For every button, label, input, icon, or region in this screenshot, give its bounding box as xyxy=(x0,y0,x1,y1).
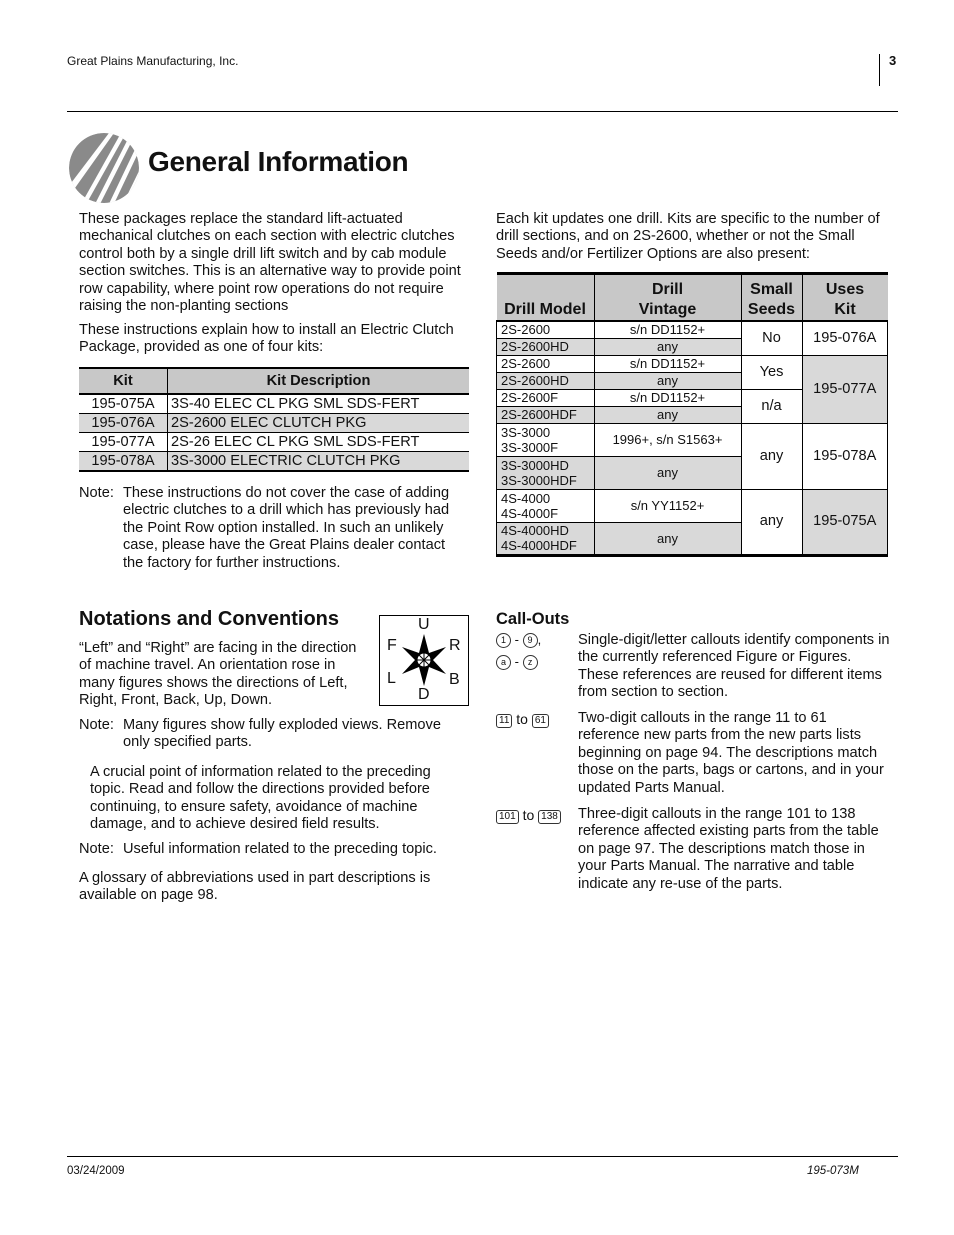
notations-heading: Notations and Conventions xyxy=(79,608,339,630)
note-useful-information xyxy=(79,841,469,859)
kit-description: 2S-2600 ELEC CLUTCH PKG xyxy=(168,414,470,433)
drill-model: 3S-3000 3S-3000F xyxy=(497,423,595,456)
callout-symbol: 11 xyxy=(496,714,512,728)
callout-symbol: 1 xyxy=(496,633,511,648)
small-seeds: n/a xyxy=(741,389,802,423)
callout-symbol: 9 xyxy=(523,633,538,648)
kit-number: 195-075A xyxy=(79,394,168,414)
drill-vintage: 1996+, s/n S1563+ xyxy=(594,423,741,456)
orientation-rose xyxy=(379,615,469,706)
kit-description: 3S-40 ELEC CL PKG SML SDS-FERT xyxy=(168,394,470,414)
kit-column-header: Kit xyxy=(79,368,168,394)
small-seeds: Yes xyxy=(741,355,802,389)
crucial-information-paragraph: A crucial point of information related to the preceding topic. Read and follow the directions provided before continuing, to ensure safety, avoidance of machine damage, and to achieve desired field results. xyxy=(90,764,431,833)
callout-symbol: z xyxy=(523,655,538,670)
drill-vintage: any xyxy=(594,522,741,555)
drill-model: 2S-2600 xyxy=(497,321,595,338)
kit-description: 2S-26 ELEC CL PKG SML SDS-FERT xyxy=(168,433,470,452)
note-exploded-views xyxy=(79,717,469,753)
table-row xyxy=(79,433,469,452)
note-text: Useful information related to the preceding topic. xyxy=(123,841,437,857)
drill-vintage: any xyxy=(594,406,741,423)
drill-vintage: any xyxy=(594,456,741,489)
table-row xyxy=(497,489,888,522)
rose-left-label: L xyxy=(387,670,396,687)
callout-range-two-digit: 11 to 61 xyxy=(496,711,576,728)
drill-vintage-header: Drill Vintage xyxy=(594,274,741,322)
kit-number: 195-076A xyxy=(79,414,168,433)
kit-specific-paragraph: Each kit updates one drill. Kits are specific to the number of drill sections, and on 2S-2600, whether or not the Small Seeds and/or Fertilizer Options are also present: xyxy=(496,211,880,262)
table-row xyxy=(79,414,469,433)
callout-range-three-digit: 101 to 138 xyxy=(496,807,576,824)
intro-paragraph: These packages replace the standard lift-actuated mechanical clutches on each section with electric clutches control both by a single drill lift switch and by cab module section switches. This is an alternative way to provide point row capability, where point row operations do not require raising the non-planting sections xyxy=(79,211,461,315)
drill-vintage: any xyxy=(594,338,741,355)
drill-vintage: s/n DD1152+ xyxy=(594,321,741,338)
great-plains-logo-icon xyxy=(69,133,139,203)
footer-rule xyxy=(67,1156,898,1157)
uses-kit: 195-076A xyxy=(802,321,888,355)
note-label: Note: xyxy=(79,841,114,857)
small-seeds: No xyxy=(741,321,802,355)
glossary-paragraph: A glossary of abbreviations used in part descriptions is available on page 98. xyxy=(79,870,431,904)
kit-description-column-header: Kit Description xyxy=(168,368,470,394)
kit-table xyxy=(79,367,469,472)
callout-range-single: 1 - 9 , a - z xyxy=(496,632,576,676)
note-label: Note: xyxy=(79,717,114,733)
kit-number: 195-077A xyxy=(79,433,168,452)
drill-model-header: Drill Model xyxy=(497,274,595,322)
table-row xyxy=(497,321,888,338)
drill-vintage: any xyxy=(594,372,741,389)
drill-vintage: s/n DD1152+ xyxy=(594,389,741,406)
callout-symbol: 101 xyxy=(496,810,519,824)
drill-model: 2S-2600F xyxy=(497,389,595,406)
company-name: Great Plains Manufacturing, Inc. xyxy=(67,54,239,68)
rose-back-label: B xyxy=(449,671,460,688)
callout-description: Three-digit callouts in the range 101 to 138 reference affected existing parts from the table on page 97. The descriptions match those in your Parts Manual. The narrative and table indicate any re-use of the parts. xyxy=(578,806,879,892)
header-rule xyxy=(67,111,898,112)
small-seeds-header: Small Seeds xyxy=(741,274,802,322)
note-label: Note: xyxy=(79,485,114,501)
page-title: General Information xyxy=(148,146,409,177)
drill-model: 2S-2600HD xyxy=(497,338,595,355)
drill-vintage: s/n YY1152+ xyxy=(594,489,741,522)
kit-number: 195-078A xyxy=(79,452,168,472)
drill-model: 2S-2600 xyxy=(497,355,595,372)
small-seeds: any xyxy=(741,423,802,489)
table-row xyxy=(497,423,888,456)
callout-symbol: 61 xyxy=(532,714,549,728)
uses-kit: 195-078A xyxy=(802,423,888,489)
callout-symbol: a xyxy=(496,655,511,670)
footer-document-number: 195-073M xyxy=(807,1165,859,1177)
table-row xyxy=(497,355,888,372)
note-point-row xyxy=(79,485,469,575)
drill-model: 2S-2600HD xyxy=(497,372,595,389)
drill-vintage: s/n DD1152+ xyxy=(594,355,741,372)
drill-model: 4S-4000 4S-4000F xyxy=(497,489,595,522)
callout-symbol: 138 xyxy=(538,810,561,824)
drill-model: 2S-2600HDF xyxy=(497,406,595,423)
drill-model: 4S-4000HD 4S-4000HDF xyxy=(497,522,595,555)
uses-kit: 195-075A xyxy=(802,489,888,555)
drill-table xyxy=(496,272,888,557)
small-seeds: any xyxy=(741,489,802,555)
note-text: These instructions do not cover the case of adding electric clutches to a drill which has previously had the Point Row option installed. In such an unlikely case, please have the Great Plains dealer contact the factory for further instructions. xyxy=(123,485,450,571)
drill-model: 3S-3000HD 3S-3000HDF xyxy=(497,456,595,489)
page-number: 3 xyxy=(889,53,897,68)
callout-description: Two-digit callouts in the range 11 to 61 reference new parts from the new parts lists beginning on page 94. The descriptions match those on the parts, bags or cartons, and in your updated Parts Manual. xyxy=(578,710,884,796)
note-text: Many figures show fully exploded views. Remove only specified parts. xyxy=(123,717,441,751)
uses-kit: 195-077A xyxy=(802,355,888,423)
intro-paragraph-kits: These instructions explain how to install an Electric Clutch Package, provided as one of four kits: xyxy=(79,322,454,356)
uses-kit-header: Uses Kit xyxy=(802,274,888,322)
kit-description: 3S-3000 ELECTRIC CLUTCH PKG xyxy=(168,452,470,472)
orientation-paragraph: “Left” and “Right” are facing in the direction of machine travel. An orientation rose in many figures shows the directions of Left, Right, Front, Back, Up, Down. xyxy=(79,640,357,709)
footer-date: 03/24/2009 xyxy=(67,1165,125,1177)
rose-down-label: D xyxy=(418,686,430,703)
rose-right-label: R xyxy=(449,637,461,654)
table-row xyxy=(79,394,469,414)
callout-description: Single-digit/letter callouts identify components in the currently referenced Figure or Figures. These references are reused for different items from section to section. xyxy=(578,632,890,701)
table-row xyxy=(79,452,469,472)
page-number-divider xyxy=(879,54,880,86)
callouts-heading: Call-Outs xyxy=(496,610,570,628)
rose-up-label: U xyxy=(418,616,430,633)
rose-front-label: F xyxy=(387,637,397,654)
